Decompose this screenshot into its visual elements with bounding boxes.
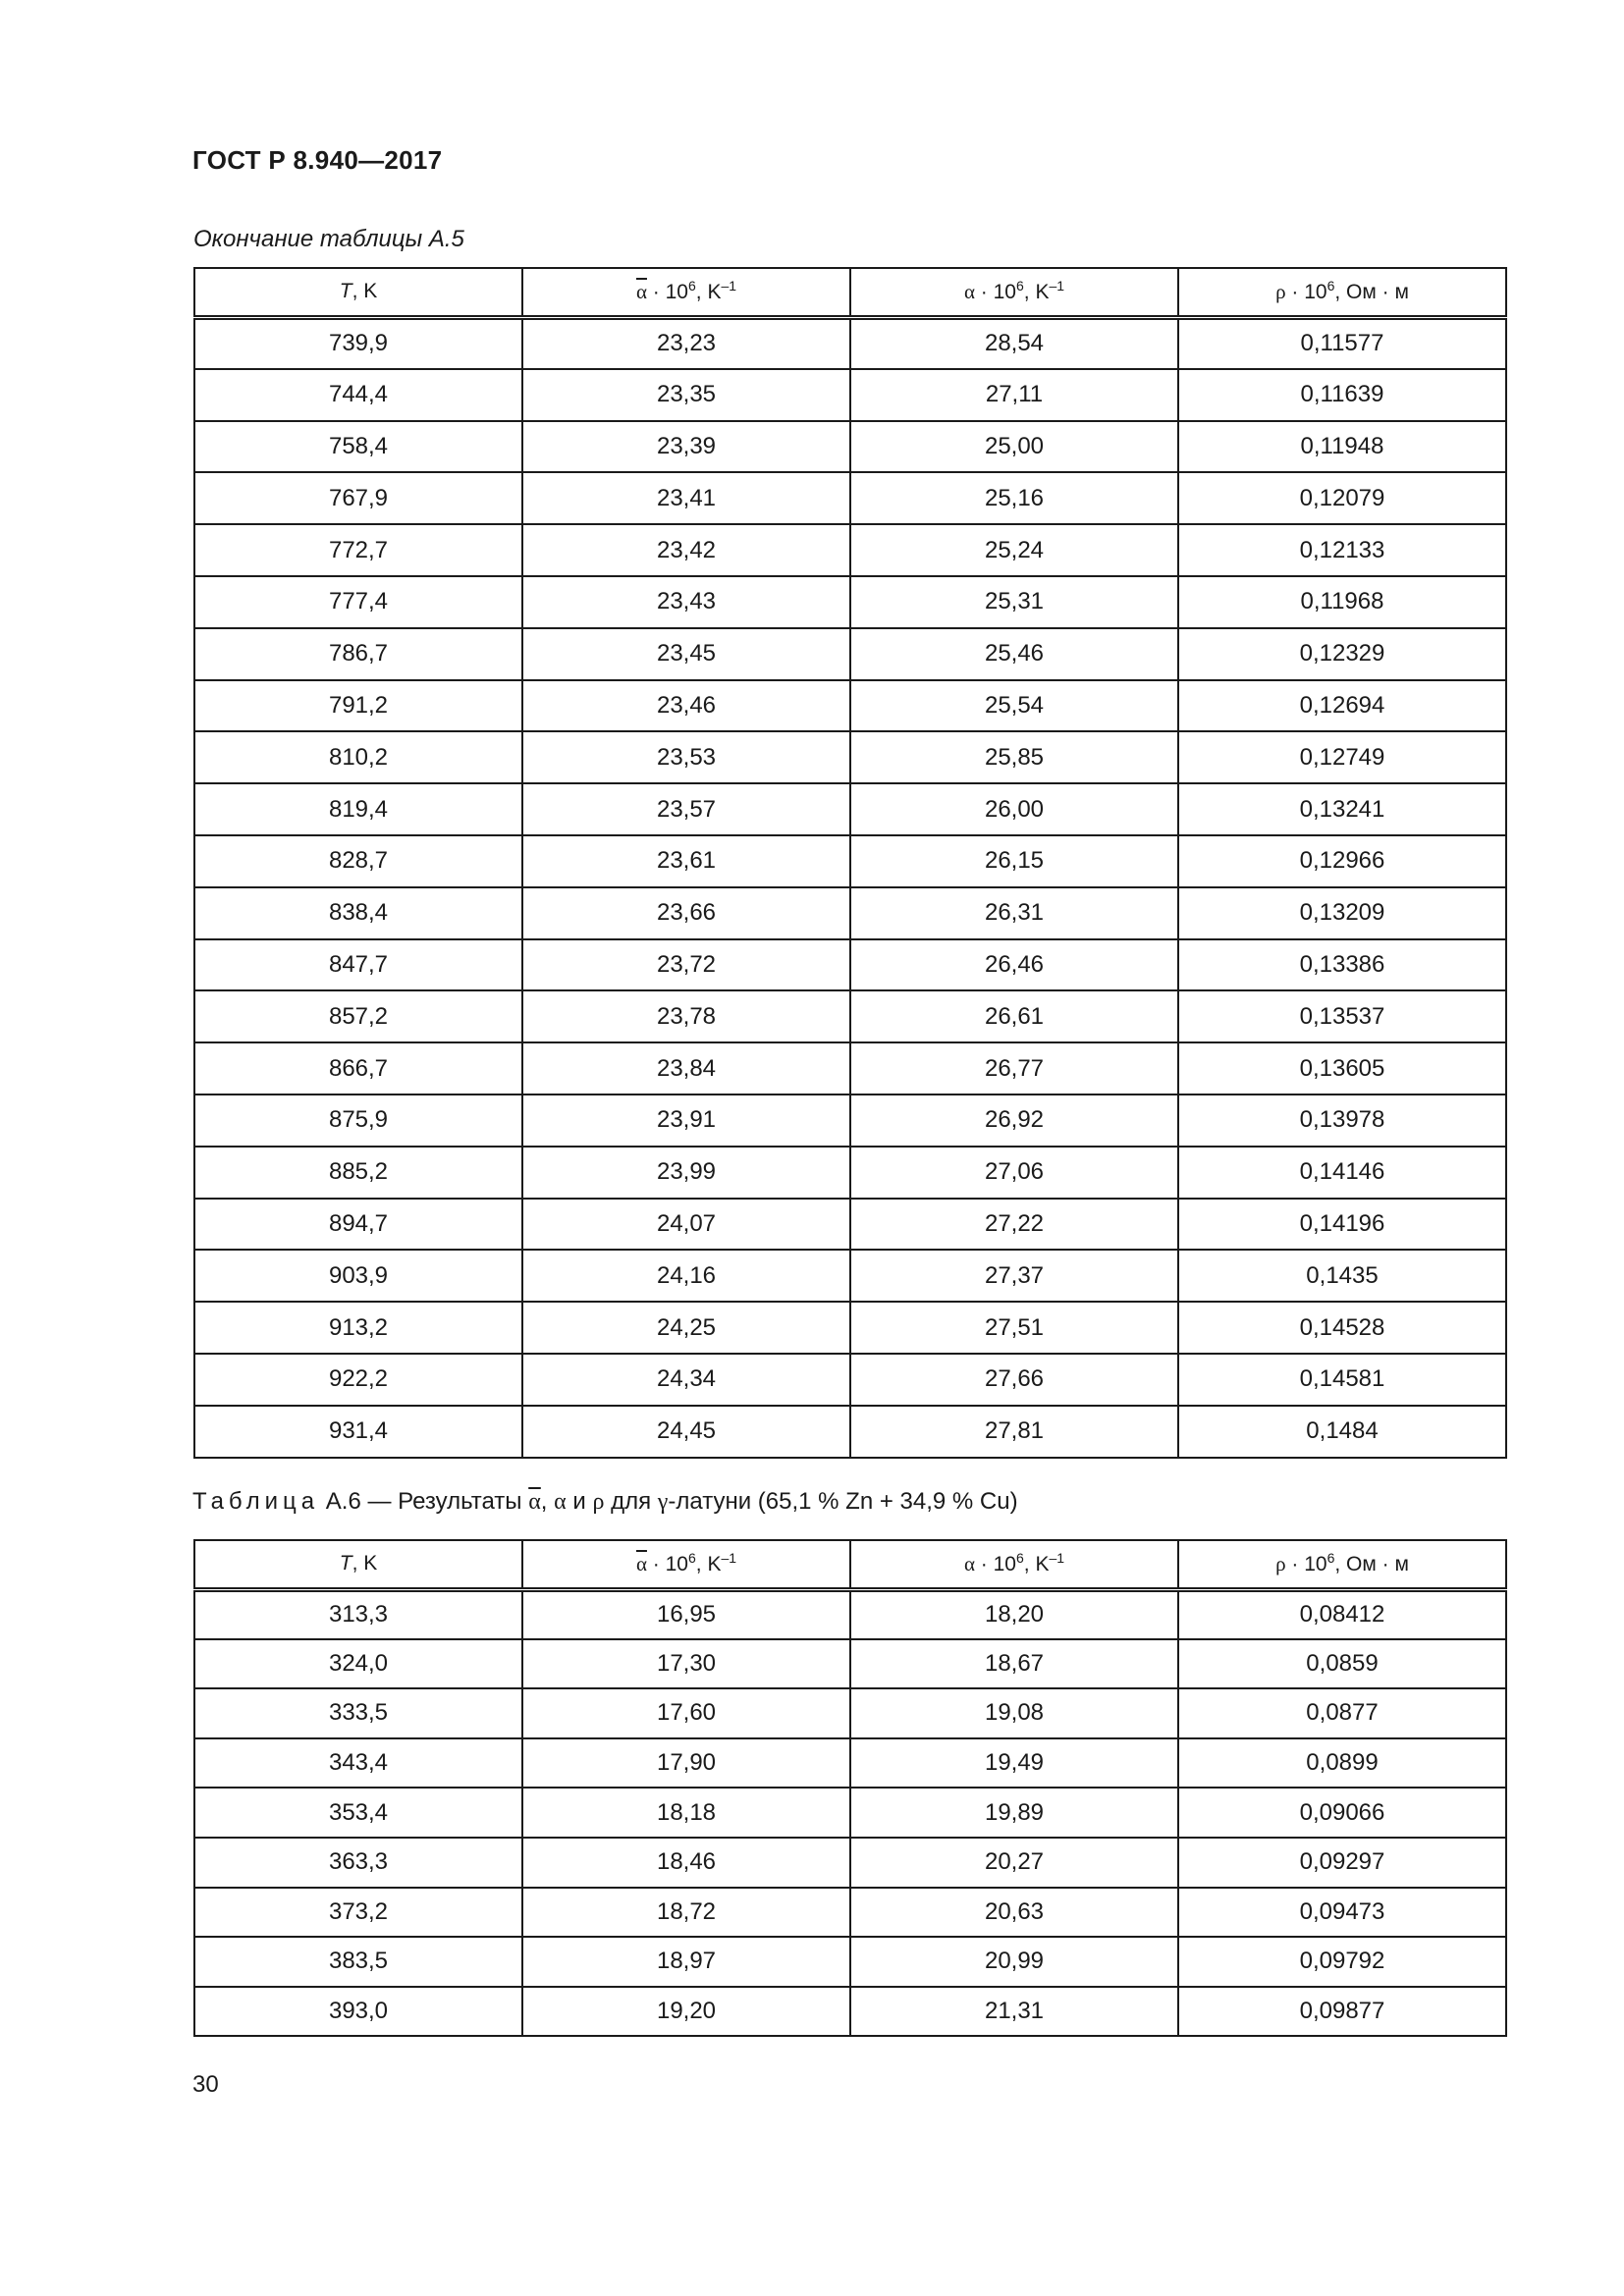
- table-a6: [193, 1539, 1507, 2037]
- cell-mean-alpha: 17,60: [522, 1688, 850, 1738]
- cell-resistivity: 0,13605: [1178, 1042, 1506, 1095]
- cell-alpha: 25,24: [850, 524, 1178, 576]
- page-number: 30: [192, 2071, 219, 2098]
- cell-temperature: 894,7: [194, 1199, 522, 1251]
- cell-temperature: 819,4: [194, 783, 522, 835]
- table-row: [194, 472, 1506, 524]
- cell-temperature: 353,4: [194, 1788, 522, 1838]
- cell-mean-alpha: 24,16: [522, 1250, 850, 1302]
- cell-resistivity: 0,12694: [1178, 680, 1506, 732]
- cell-alpha: 25,54: [850, 680, 1178, 732]
- cell-temperature: 791,2: [194, 680, 522, 732]
- cell-temperature: 739,9: [194, 317, 522, 369]
- symbol-alpha: α: [963, 279, 975, 303]
- caption-label: Таблица: [192, 1488, 320, 1515]
- cell-mean-alpha: 18,72: [522, 1888, 850, 1938]
- cell-mean-alpha: 18,97: [522, 1937, 850, 1987]
- cell-resistivity: 0,09473: [1178, 1888, 1506, 1938]
- symbol-rho: ρ: [1275, 1551, 1286, 1575]
- cell-alpha: 26,46: [850, 939, 1178, 991]
- cell-temperature: 847,7: [194, 939, 522, 991]
- table-row: [194, 1302, 1506, 1354]
- caption-text: А.6 — Результаты: [319, 1488, 529, 1515]
- cell-alpha: 26,77: [850, 1042, 1178, 1095]
- table-row: [194, 1937, 1506, 1987]
- table-a6-caption: [192, 1488, 1018, 1516]
- cell-resistivity: 0,13209: [1178, 887, 1506, 939]
- cell-temperature: 373,2: [194, 1888, 522, 1938]
- cell-temperature: 313,3: [194, 1589, 522, 1639]
- table-row: [194, 835, 1506, 887]
- cell-resistivity: 0,14528: [1178, 1302, 1506, 1354]
- column-header-temperature: [194, 268, 522, 317]
- cell-mean-alpha: 23,39: [522, 421, 850, 473]
- cell-temperature: 324,0: [194, 1639, 522, 1689]
- cell-alpha: 27,22: [850, 1199, 1178, 1251]
- cell-mean-alpha: 17,30: [522, 1639, 850, 1689]
- cell-resistivity: 0,12079: [1178, 472, 1506, 524]
- table-row: [194, 1639, 1506, 1689]
- unit-text: , K: [695, 1552, 722, 1575]
- cell-temperature: 810,2: [194, 731, 522, 783]
- cell-mean-alpha: 24,25: [522, 1302, 850, 1354]
- column-header-resistivity: [1178, 1540, 1506, 1589]
- cell-resistivity: 0,0877: [1178, 1688, 1506, 1738]
- unit-text: , Ом · м: [1334, 280, 1409, 303]
- cell-resistivity: 0,12133: [1178, 524, 1506, 576]
- table-a5-caption: Окончание таблицы А.5: [193, 226, 464, 252]
- table-a5: [193, 267, 1507, 1459]
- symbol-gamma: γ: [657, 1489, 669, 1515]
- table-row: [194, 317, 1506, 369]
- cell-mean-alpha: 18,46: [522, 1838, 850, 1888]
- unit-text: · 10: [974, 280, 1016, 303]
- cell-resistivity: 0,14581: [1178, 1354, 1506, 1406]
- symbol-mean-alpha: $\overline{\alpha}$: [635, 1551, 647, 1575]
- table-row: [194, 680, 1506, 732]
- cell-mean-alpha: 23,42: [522, 524, 850, 576]
- table-row: [194, 1838, 1506, 1888]
- unit-text: , K: [695, 280, 722, 303]
- symbol-alpha: α: [963, 1551, 975, 1575]
- cell-temperature: 758,4: [194, 421, 522, 473]
- table-a5-body: [194, 317, 1506, 1458]
- cell-resistivity: 0,09792: [1178, 1937, 1506, 1987]
- table-row: [194, 731, 1506, 783]
- cell-alpha: 20,27: [850, 1838, 1178, 1888]
- caption-text: ,: [540, 1488, 555, 1515]
- cell-alpha: 25,46: [850, 628, 1178, 680]
- exponent: –1: [721, 277, 737, 294]
- cell-mean-alpha: 24,34: [522, 1354, 850, 1406]
- table-row: [194, 1199, 1506, 1251]
- cell-resistivity: 0,0899: [1178, 1738, 1506, 1789]
- cell-resistivity: 0,12329: [1178, 628, 1506, 680]
- table-header-row: [194, 268, 1506, 317]
- cell-temperature: 903,9: [194, 1250, 522, 1302]
- cell-resistivity: 0,09066: [1178, 1788, 1506, 1838]
- cell-alpha: 28,54: [850, 317, 1178, 369]
- symbol-t: T: [339, 280, 352, 303]
- cell-mean-alpha: 23,61: [522, 835, 850, 887]
- table-a6-body: [194, 1589, 1506, 2036]
- unit-text: · 10: [1285, 280, 1327, 303]
- cell-temperature: 857,2: [194, 990, 522, 1042]
- cell-mean-alpha: 24,45: [522, 1406, 850, 1458]
- column-header-resistivity: [1178, 268, 1506, 317]
- cell-temperature: 931,4: [194, 1406, 522, 1458]
- table-row: [194, 1888, 1506, 1938]
- cell-temperature: 772,7: [194, 524, 522, 576]
- cell-mean-alpha: 23,84: [522, 1042, 850, 1095]
- cell-alpha: 26,92: [850, 1095, 1178, 1147]
- unit-text: · 10: [974, 1552, 1016, 1575]
- unit-text: , K: [1023, 1552, 1050, 1575]
- cell-resistivity: 0,1484: [1178, 1406, 1506, 1458]
- exponent: 6: [1326, 277, 1335, 294]
- cell-temperature: 333,5: [194, 1688, 522, 1738]
- cell-alpha: 19,08: [850, 1688, 1178, 1738]
- cell-resistivity: 0,09877: [1178, 1987, 1506, 2037]
- cell-temperature: 777,4: [194, 576, 522, 628]
- cell-resistivity: 0,08412: [1178, 1589, 1506, 1639]
- cell-mean-alpha: 19,20: [522, 1987, 850, 2037]
- cell-resistivity: 0,11639: [1178, 369, 1506, 421]
- cell-mean-alpha: 23,57: [522, 783, 850, 835]
- table-row: [194, 1042, 1506, 1095]
- exponent: 6: [687, 1549, 696, 1566]
- cell-resistivity: 0,09297: [1178, 1838, 1506, 1888]
- column-header-mean-alpha: [522, 268, 850, 317]
- table-row: [194, 369, 1506, 421]
- table-row: [194, 990, 1506, 1042]
- cell-alpha: 27,51: [850, 1302, 1178, 1354]
- cell-mean-alpha: 23,23: [522, 317, 850, 369]
- unit-text: , K: [352, 280, 378, 303]
- table-row: [194, 783, 1506, 835]
- cell-mean-alpha: 16,95: [522, 1589, 850, 1639]
- unit-text: , K: [1023, 280, 1050, 303]
- table-row: [194, 1688, 1506, 1738]
- table-row: [194, 887, 1506, 939]
- column-header-mean-alpha: [522, 1540, 850, 1589]
- unit-text: , Ом · м: [1334, 1552, 1409, 1575]
- table-row: [194, 1250, 1506, 1302]
- cell-temperature: 363,3: [194, 1838, 522, 1888]
- cell-alpha: 26,00: [850, 783, 1178, 835]
- cell-mean-alpha: 23,72: [522, 939, 850, 991]
- cell-resistivity: 0,14196: [1178, 1199, 1506, 1251]
- cell-mean-alpha: 23,78: [522, 990, 850, 1042]
- cell-resistivity: 0,13241: [1178, 783, 1506, 835]
- symbol-mean-alpha: $\overline{\alpha}$: [528, 1489, 541, 1515]
- cell-alpha: 27,11: [850, 369, 1178, 421]
- cell-resistivity: 0,1435: [1178, 1250, 1506, 1302]
- table-row: [194, 1987, 1506, 2037]
- cell-mean-alpha: 23,53: [522, 731, 850, 783]
- cell-alpha: 27,37: [850, 1250, 1178, 1302]
- table-row: [194, 1147, 1506, 1199]
- cell-mean-alpha: 23,35: [522, 369, 850, 421]
- cell-alpha: 26,61: [850, 990, 1178, 1042]
- cell-mean-alpha: 23,66: [522, 887, 850, 939]
- cell-alpha: 25,85: [850, 731, 1178, 783]
- unit-text: · 10: [1285, 1552, 1327, 1575]
- cell-alpha: 27,06: [850, 1147, 1178, 1199]
- table-row: [194, 1589, 1506, 1639]
- table-row: [194, 1738, 1506, 1789]
- cell-mean-alpha: 23,41: [522, 472, 850, 524]
- cell-alpha: 21,31: [850, 1987, 1178, 2037]
- table-row: [194, 576, 1506, 628]
- unit-text: · 10: [646, 280, 688, 303]
- cell-alpha: 26,31: [850, 887, 1178, 939]
- cell-resistivity: 0,13978: [1178, 1095, 1506, 1147]
- cell-temperature: 875,9: [194, 1095, 522, 1147]
- cell-alpha: 18,67: [850, 1639, 1178, 1689]
- table-row: [194, 628, 1506, 680]
- cell-temperature: 922,2: [194, 1354, 522, 1406]
- cell-resistivity: 0,11577: [1178, 317, 1506, 369]
- unit-text: , K: [352, 1552, 378, 1575]
- symbol-alpha: α: [554, 1489, 567, 1515]
- exponent: 6: [1015, 277, 1024, 294]
- cell-temperature: 913,2: [194, 1302, 522, 1354]
- table-row: [194, 1354, 1506, 1406]
- table-row: [194, 1788, 1506, 1838]
- column-header-alpha: [850, 268, 1178, 317]
- cell-alpha: 25,00: [850, 421, 1178, 473]
- cell-mean-alpha: 23,43: [522, 576, 850, 628]
- cell-alpha: 19,89: [850, 1788, 1178, 1838]
- exponent: 6: [1015, 1549, 1024, 1566]
- unit-text: · 10: [646, 1552, 688, 1575]
- exponent: –1: [721, 1549, 737, 1566]
- cell-resistivity: 0,12749: [1178, 731, 1506, 783]
- cell-temperature: 767,9: [194, 472, 522, 524]
- table-row: [194, 524, 1506, 576]
- cell-alpha: 27,81: [850, 1406, 1178, 1458]
- cell-alpha: 26,15: [850, 835, 1178, 887]
- cell-mean-alpha: 23,45: [522, 628, 850, 680]
- cell-temperature: 786,7: [194, 628, 522, 680]
- caption-text: и: [566, 1488, 593, 1515]
- cell-temperature: 343,4: [194, 1738, 522, 1789]
- cell-resistivity: 0,13386: [1178, 939, 1506, 991]
- column-header-alpha: [850, 1540, 1178, 1589]
- document-code-header: ГОСТ Р 8.940—2017: [192, 145, 443, 175]
- cell-mean-alpha: 23,46: [522, 680, 850, 732]
- exponent: –1: [1049, 277, 1065, 294]
- cell-alpha: 20,99: [850, 1937, 1178, 1987]
- cell-temperature: 828,7: [194, 835, 522, 887]
- caption-text: для: [604, 1488, 658, 1515]
- cell-temperature: 866,7: [194, 1042, 522, 1095]
- cell-mean-alpha: 17,90: [522, 1738, 850, 1789]
- cell-temperature: 744,4: [194, 369, 522, 421]
- cell-mean-alpha: 18,18: [522, 1788, 850, 1838]
- cell-temperature: 885,2: [194, 1147, 522, 1199]
- table-row: [194, 1095, 1506, 1147]
- cell-alpha: 25,16: [850, 472, 1178, 524]
- cell-alpha: 27,66: [850, 1354, 1178, 1406]
- table-header-row: [194, 1540, 1506, 1589]
- table-row: [194, 1406, 1506, 1458]
- cell-alpha: 25,31: [850, 576, 1178, 628]
- symbol-mean-alpha: $\overline{\alpha}$: [635, 279, 647, 303]
- cell-resistivity: 0,0859: [1178, 1639, 1506, 1689]
- cell-alpha: 20,63: [850, 1888, 1178, 1938]
- table-row: [194, 939, 1506, 991]
- cell-mean-alpha: 23,99: [522, 1147, 850, 1199]
- cell-temperature: 393,0: [194, 1987, 522, 2037]
- cell-resistivity: 0,11968: [1178, 576, 1506, 628]
- table-row: [194, 421, 1506, 473]
- caption-text: -латуни (65,1 % Zn + 34,9 % Cu): [668, 1488, 1018, 1515]
- cell-resistivity: 0,11948: [1178, 421, 1506, 473]
- cell-temperature: 838,4: [194, 887, 522, 939]
- cell-resistivity: 0,14146: [1178, 1147, 1506, 1199]
- cell-resistivity: 0,13537: [1178, 990, 1506, 1042]
- column-header-temperature: [194, 1540, 522, 1589]
- exponent: 6: [687, 277, 696, 294]
- symbol-rho: ρ: [592, 1489, 605, 1515]
- symbol-rho: ρ: [1275, 279, 1286, 303]
- exponent: 6: [1326, 1549, 1335, 1566]
- symbol-t: T: [339, 1552, 352, 1575]
- exponent: –1: [1049, 1549, 1065, 1566]
- cell-mean-alpha: 24,07: [522, 1199, 850, 1251]
- cell-alpha: 19,49: [850, 1738, 1178, 1789]
- cell-alpha: 18,20: [850, 1589, 1178, 1639]
- cell-mean-alpha: 23,91: [522, 1095, 850, 1147]
- cell-resistivity: 0,12966: [1178, 835, 1506, 887]
- cell-temperature: 383,5: [194, 1937, 522, 1987]
